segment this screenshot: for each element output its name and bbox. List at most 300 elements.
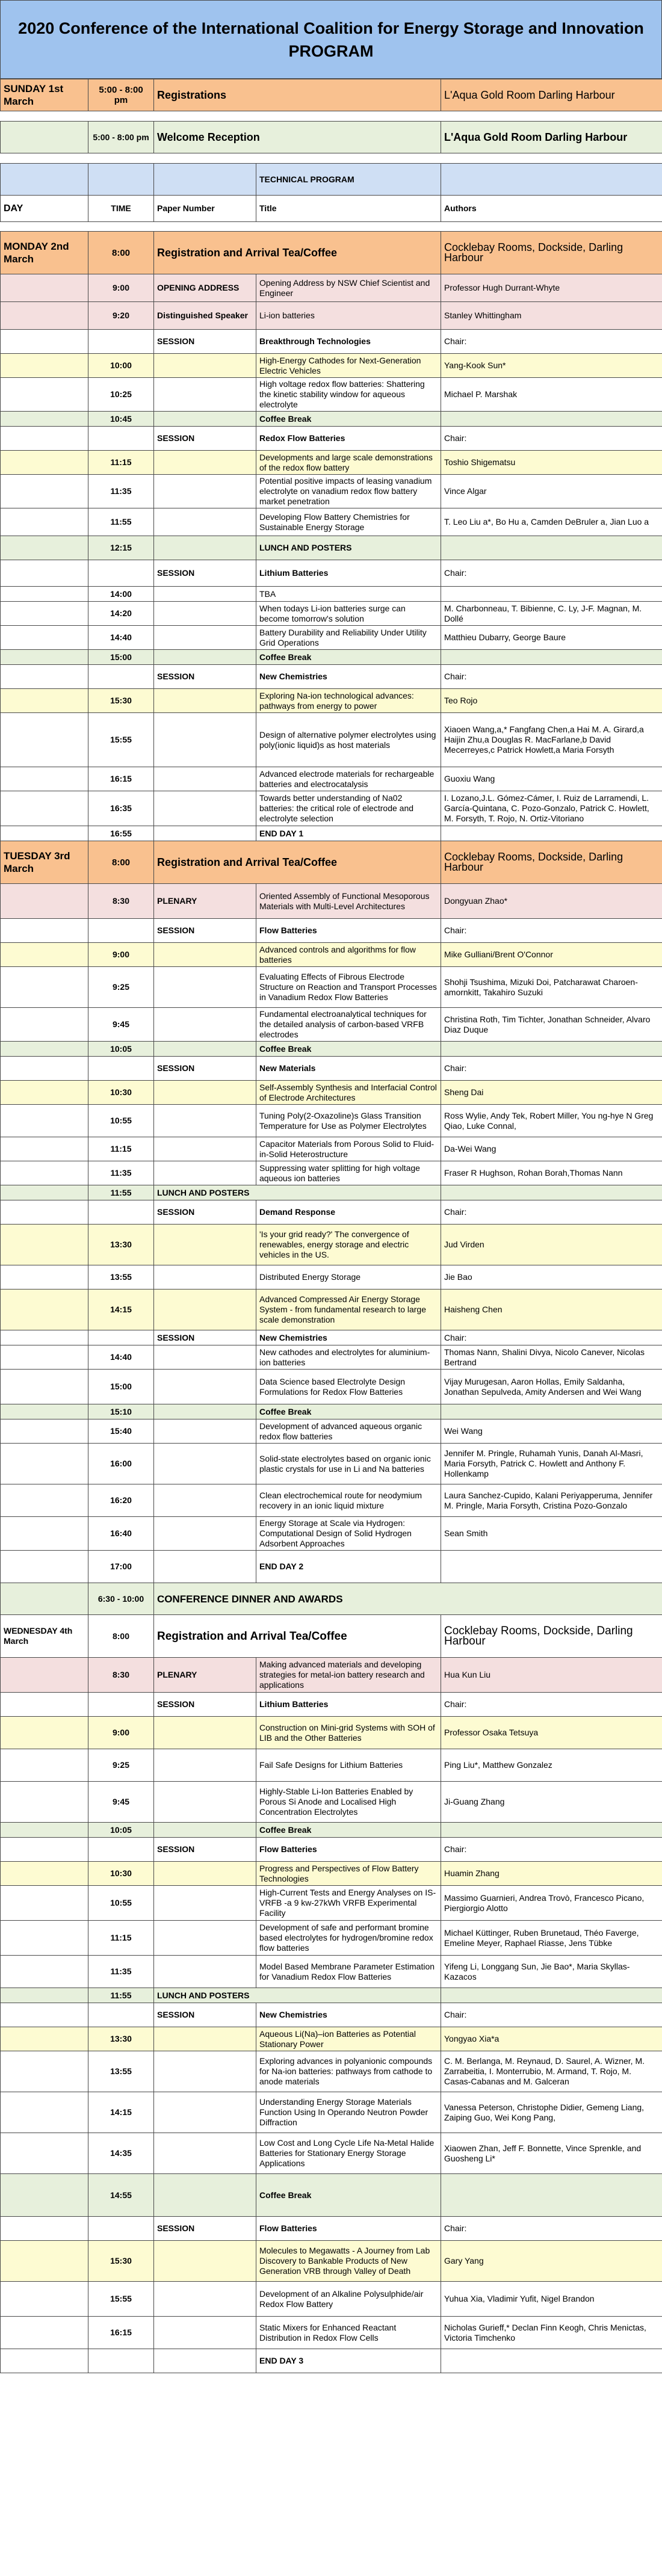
paper-number-cell [154, 1225, 256, 1265]
paper-number-cell [154, 1265, 256, 1290]
time-cell: 10:45 [88, 412, 154, 427]
authors-cell: Cocklebay Rooms, Dockside, Darling Harbour [441, 841, 662, 884]
program-row [1, 2003, 662, 2027]
title-cell: Advanced electrode materials for rechargeable batteries and electrocatalysis [256, 767, 441, 791]
title-cell: High voltage redox flow batteries: Shattering the kinetic stability window for aqueous electrolyte [256, 378, 441, 412]
program-row [1, 1484, 662, 1517]
day-cell [1, 1988, 88, 2003]
time-cell: 11:55 [88, 1988, 154, 2003]
day-cell [1, 2282, 88, 2317]
paper-number-cell [154, 2092, 256, 2133]
time-cell [88, 2217, 154, 2241]
time-cell: 11:15 [88, 1921, 154, 1956]
title-cell: Lithium Batteries [256, 560, 441, 587]
program-row [1, 884, 662, 919]
title-cell: Fail Safe Designs for Lithium Batteries [256, 1749, 441, 1782]
paper-number-cell [154, 2027, 256, 2051]
day-cell: TUESDAY 3rd March [1, 841, 88, 884]
title-cell: Data Science based Electrolyte Design Formulations for Redox Flow Batteries [256, 1370, 441, 1404]
authors-cell: Chair: [441, 665, 662, 689]
authors-cell: M. Charbonneau, T. Bibienne, C. Ly, J-F. Magnan, M. Dollé [441, 602, 662, 626]
authors-cell: Matthieu Dubarry, George Baure [441, 626, 662, 650]
time-cell: 15:40 [88, 1419, 154, 1444]
day-cell [1, 650, 88, 665]
paper-number-cell [154, 1823, 256, 1838]
paper-number-cell [154, 2282, 256, 2317]
day-cell [1, 1921, 88, 1956]
paper-number-cell [154, 1419, 256, 1444]
title-cell: Self-Assembly Synthesis and Interfacial Control of Electrode Architectures [256, 1081, 441, 1105]
program-row [1, 587, 662, 602]
time-cell: 14:35 [88, 2133, 154, 2174]
day-cell [1, 2317, 88, 2349]
day-cell [1, 1886, 88, 1921]
program-header [0, 0, 662, 79]
paper-number-cell [154, 1081, 256, 1105]
time-cell: 8:00 [88, 1615, 154, 1658]
time-cell: 9:00 [88, 274, 154, 302]
title-cell: Distributed Energy Storage [256, 1265, 441, 1290]
day-cell [1, 665, 88, 689]
title-cell: Clean electrochemical route for neodymium recovery in an ionic liquid mixture [256, 1484, 441, 1517]
program-row [1, 841, 662, 884]
program-row [1, 767, 662, 791]
authors-cell [441, 1988, 662, 2003]
authors-cell: Chair: [441, 1330, 662, 1345]
paper-number-cell: Distinguished Speaker [154, 302, 256, 330]
time-cell [88, 2349, 154, 2373]
title-cell: New Chemistries [256, 2003, 441, 2027]
paper-number-cell [154, 412, 256, 427]
time-cell: 10:30 [88, 1862, 154, 1886]
program-row [1, 1658, 662, 1693]
title-cell: Coffee Break [256, 650, 441, 665]
program-row [1, 1886, 662, 1921]
title-cell: High-Energy Cathodes for Next-Generation Electric Vehicles [256, 354, 441, 378]
time-cell: 8:00 [88, 841, 154, 884]
program-row [1, 508, 662, 536]
authors-cell: Ji-Guang Zhang [441, 1782, 662, 1823]
title-cell [256, 153, 441, 164]
paper-number-cell [154, 1517, 256, 1551]
title-cell: Fundamental electroanalytical techniques for the detailed analysis of carbon-based VRFB electrodes [256, 1008, 441, 1042]
title-cell: Coffee Break [256, 2174, 441, 2217]
time-cell [88, 1057, 154, 1081]
program-row [1, 1404, 662, 1419]
day-cell [1, 164, 88, 196]
time-cell [88, 1200, 154, 1225]
title-cell: Exploring advances in polyanionic compounds for Na-ion batteries: pathways from cathode to anode materials [256, 2051, 441, 2092]
program-row [1, 919, 662, 943]
title-cell: Energy Storage at Scale via Hydrogen: Computational Design of Solid Hydrogen Adsorbent Approaches [256, 1517, 441, 1551]
paper-number-cell: Registration and Arrival Tea/Coffee [154, 232, 441, 274]
time-cell: 8:00 [88, 232, 154, 274]
time-cell: 16:00 [88, 1444, 154, 1484]
time-cell [88, 665, 154, 689]
paper-number-cell: Registration and Arrival Tea/Coffee [154, 1615, 441, 1658]
paper-number-cell: Registrations [154, 79, 441, 111]
paper-number-cell: SESSION [154, 2217, 256, 2241]
title-cell: Model Based Membrane Parameter Estimation for Vanadium Redox Flow Batteries [256, 1956, 441, 1988]
day-cell [1, 919, 88, 943]
authors-cell [441, 2349, 662, 2373]
title-cell: Construction on Mini-grid Systems with SOH of LIB and the Other Batteries [256, 1717, 441, 1749]
authors-cell: Chair: [441, 1057, 662, 1081]
time-cell: 13:55 [88, 2051, 154, 2092]
authors-cell [441, 1404, 662, 1419]
paper-number-cell [154, 2051, 256, 2092]
authors-cell [441, 536, 662, 560]
day-cell [1, 222, 88, 232]
program-row [1, 536, 662, 560]
day-cell [1, 943, 88, 967]
authors-cell: Cocklebay Rooms, Dockside, Darling Harbour [441, 1615, 662, 1658]
title-cell: High-Current Tests and Energy Analyses on IS-VRFB -a 9 kw-27kWh VRFB Experimental Facility [256, 1886, 441, 1921]
time-cell: 13:55 [88, 1265, 154, 1290]
program-row [1, 1370, 662, 1404]
program-row [1, 2133, 662, 2174]
title-cell: Static Mixers for Enhanced Reactant Distribution in Redox Flow Cells [256, 2317, 441, 2349]
paper-number-cell [154, 1956, 256, 1988]
paper-number-cell [154, 626, 256, 650]
time-cell: 14:00 [88, 587, 154, 602]
title-cell: 'Is your grid ready?' The convergence of renewables, energy storage and electric vehicles in the US. [256, 1225, 441, 1265]
paper-number-cell [154, 1345, 256, 1370]
day-cell [1, 1081, 88, 1105]
program-row [1, 791, 662, 826]
program-row [1, 2092, 662, 2133]
paper-number-cell [154, 536, 256, 560]
authors-cell: Chair: [441, 330, 662, 354]
paper-number-cell: SESSION [154, 1200, 256, 1225]
paper-number-cell: SESSION [154, 1838, 256, 1862]
day-cell: SUNDAY 1st March [1, 79, 88, 111]
time-cell: 14:20 [88, 602, 154, 626]
program-row [1, 232, 662, 274]
paper-number-cell [154, 650, 256, 665]
day-cell [1, 1290, 88, 1330]
title-cell: Molecules to Megawatts - A Journey from Lab Discovery to Bankable Products of New Generation VRB through Valley of Death [256, 2241, 441, 2282]
program-row [1, 1345, 662, 1370]
program-row [1, 164, 662, 196]
day-cell [1, 1105, 88, 1137]
day-cell [1, 1330, 88, 1345]
time-cell: 5:00 - 8:00 pm [88, 122, 154, 153]
time-cell: 9:25 [88, 1749, 154, 1782]
day-cell [1, 122, 88, 153]
program-row [1, 274, 662, 302]
paper-number-cell [154, 378, 256, 412]
time-cell: 14:40 [88, 626, 154, 650]
time-cell: 11:15 [88, 1137, 154, 1161]
authors-cell: Guoxiu Wang [441, 767, 662, 791]
time-cell: 11:35 [88, 475, 154, 508]
day-cell [1, 274, 88, 302]
program-row [1, 689, 662, 713]
day-cell [1, 2051, 88, 2092]
paper-number-cell [154, 791, 256, 826]
program-row [1, 1921, 662, 1956]
program-row [1, 412, 662, 427]
authors-cell [441, 164, 662, 196]
program-row [1, 2027, 662, 2051]
authors-cell: Chair: [441, 2217, 662, 2241]
title-cell: Making advanced materials and developing strategies for metal-ion battery research and applications [256, 1658, 441, 1693]
program-row [1, 153, 662, 164]
day-cell [1, 1161, 88, 1185]
paper-number-cell [154, 2174, 256, 2217]
time-cell: 6:30 - 10:00 [88, 1583, 154, 1615]
paper-number-cell: SESSION [154, 919, 256, 943]
title-cell: Development of an Alkaline Polysulphide/air Redox Flow Battery [256, 2282, 441, 2317]
time-cell: 11:15 [88, 451, 154, 475]
day-cell [1, 791, 88, 826]
day-cell [1, 302, 88, 330]
day-cell [1, 1444, 88, 1484]
time-cell: 15:55 [88, 2282, 154, 2317]
time-cell: 13:30 [88, 2027, 154, 2051]
time-cell [88, 330, 154, 354]
paper-number-cell [154, 111, 256, 122]
title-cell: Low Cost and Long Cycle Life Na-Metal Halide Batteries for Stationary Energy Storage Applications [256, 2133, 441, 2174]
time-cell: 9:00 [88, 1717, 154, 1749]
title-cell: Advanced controls and algorithms for flow batteries [256, 943, 441, 967]
program-row [1, 1161, 662, 1185]
program-row [1, 1105, 662, 1137]
paper-number-cell: SESSION [154, 330, 256, 354]
authors-cell: Yifeng Li, Longgang Sun, Jie Bao*, Maria Skyllas-Kazacos [441, 1956, 662, 1988]
day-cell [1, 767, 88, 791]
paper-number-cell [154, 2133, 256, 2174]
day-cell [1, 1717, 88, 1749]
program-row [1, 1419, 662, 1444]
day-cell [1, 2241, 88, 2282]
program-row [1, 354, 662, 378]
authors-cell: Gary Yang [441, 2241, 662, 2282]
title-cell: Lithium Batteries [256, 1693, 441, 1717]
program-row [1, 2174, 662, 2217]
day-cell [1, 1693, 88, 1717]
time-cell: 12:15 [88, 536, 154, 560]
title-cell: Battery Durability and Reliability Under Utility Grid Operations [256, 626, 441, 650]
program-row [1, 1583, 662, 1615]
time-cell: TIME [88, 196, 154, 222]
day-cell [1, 330, 88, 354]
program-row [1, 1225, 662, 1265]
time-cell: 10:55 [88, 1105, 154, 1137]
program-row [1, 1782, 662, 1823]
day-cell [1, 1782, 88, 1823]
day-cell: WEDNESDAY 4th March [1, 1615, 88, 1658]
program-row [1, 1008, 662, 1042]
day-cell [1, 602, 88, 626]
day-cell [1, 475, 88, 508]
paper-number-cell [154, 153, 256, 164]
day-cell [1, 2349, 88, 2373]
authors-cell: Laura Sanchez-Cupido, Kalani Periyapperuma, Jennifer M. Pringle, Maria Forsyth, Cristina Pozo-Gonzalo [441, 1484, 662, 1517]
title-cell: Flow Batteries [256, 1838, 441, 1862]
paper-number-cell [154, 1370, 256, 1404]
program-row [1, 378, 662, 412]
program-row [1, 1057, 662, 1081]
time-cell: 9:25 [88, 967, 154, 1008]
day-cell [1, 2174, 88, 2217]
day-cell [1, 2027, 88, 2051]
authors-cell [441, 587, 662, 602]
program-row [1, 2349, 662, 2373]
program-row [1, 2217, 662, 2241]
day-cell [1, 1749, 88, 1782]
program-row [1, 1517, 662, 1551]
authors-cell: Cocklebay Rooms, Dockside, Darling Harbour [441, 232, 662, 274]
day-cell [1, 2092, 88, 2133]
authors-cell: Chair: [441, 1200, 662, 1225]
paper-number-cell [154, 767, 256, 791]
paper-number-cell [154, 967, 256, 1008]
authors-cell: Thomas Nann, Shalini Divya, Nicolo Canever, Nicolas Bertrand [441, 1345, 662, 1370]
program-row [1, 1615, 662, 1658]
program-row [1, 1265, 662, 1290]
paper-number-cell [154, 1161, 256, 1185]
title-cell: Coffee Break [256, 412, 441, 427]
day-cell [1, 587, 88, 602]
day-cell [1, 111, 88, 122]
paper-number-cell: Paper Number [154, 196, 256, 222]
program-row [1, 1081, 662, 1105]
title-cell: Coffee Break [256, 1404, 441, 1419]
authors-cell [441, 1042, 662, 1057]
program-row [1, 1693, 662, 1717]
time-cell: 14:55 [88, 2174, 154, 2217]
authors-cell [441, 222, 662, 232]
program-row [1, 111, 662, 122]
time-cell: 11:55 [88, 1185, 154, 1200]
program-row [1, 1823, 662, 1838]
day-cell [1, 1137, 88, 1161]
program-row [1, 1200, 662, 1225]
title-cell: LUNCH AND POSTERS [256, 536, 441, 560]
authors-cell: Chair: [441, 919, 662, 943]
conference-title: 2020 Conference of the International Coalition for Energy Storage and Innovation [18, 19, 644, 37]
day-cell [1, 1404, 88, 1419]
time-cell: 16:15 [88, 2317, 154, 2349]
day-cell [1, 1583, 88, 1615]
day-cell [1, 1517, 88, 1551]
program-row [1, 713, 662, 767]
program-label: PROGRAM [288, 42, 374, 60]
time-cell: 9:00 [88, 943, 154, 967]
day-cell [1, 1862, 88, 1886]
paper-number-cell [154, 1921, 256, 1956]
title-cell: END DAY 1 [256, 826, 441, 841]
title-cell: Flow Batteries [256, 2217, 441, 2241]
authors-cell: Michael P. Marshak [441, 378, 662, 412]
program-row [1, 1444, 662, 1484]
time-cell [88, 427, 154, 451]
authors-cell: Yongyao Xia*a [441, 2027, 662, 2051]
time-cell: 16:55 [88, 826, 154, 841]
authors-cell: C. M. Berlanga, M. Reynaud, D. Saurel, A. Wizner, M. Zarrabeitia, I. Monterrubio, M. Armand, T. Rojo, M. Casas-Cabanas and M. Galceran [441, 2051, 662, 2092]
time-cell [88, 222, 154, 232]
time-cell: 9:45 [88, 1782, 154, 1823]
paper-number-cell [154, 1886, 256, 1921]
authors-cell: Stanley Whittingham [441, 302, 662, 330]
title-cell: New Chemistries [256, 665, 441, 689]
authors-cell: Haisheng Chen [441, 1290, 662, 1330]
paper-number-cell: Registration and Arrival Tea/Coffee [154, 841, 441, 884]
title-cell: Development of safe and performant bromine based electrolytes for hydrogen/bromine redox flow batteries [256, 1921, 441, 1956]
title-cell: Potential positive impacts of leasing vanadium electrolyte on vanadium redox flow battery market penetration [256, 475, 441, 508]
program-row [1, 1137, 662, 1161]
day-cell [1, 1838, 88, 1862]
time-cell: 10:05 [88, 1042, 154, 1057]
time-cell [88, 164, 154, 196]
authors-cell: Chair: [441, 1693, 662, 1717]
authors-cell: Yuhua Xia, Vladimir Yufit, Nigel Brandon [441, 2282, 662, 2317]
paper-number-cell [154, 354, 256, 378]
paper-number-cell [154, 587, 256, 602]
title-cell: Capacitor Materials from Porous Solid to Fluid-in-Solid Heterostructure [256, 1137, 441, 1161]
title-cell: Redox Flow Batteries [256, 427, 441, 451]
authors-cell: Wei Wang [441, 1419, 662, 1444]
authors-cell: Huamin Zhang [441, 1862, 662, 1886]
program-row [1, 1717, 662, 1749]
title-cell: Li-ion batteries [256, 302, 441, 330]
paper-number-cell: SESSION [154, 560, 256, 587]
time-cell: 9:45 [88, 1008, 154, 1042]
paper-number-cell [154, 1137, 256, 1161]
program-row [1, 602, 662, 626]
authors-cell: Nicholas Gurieff,* Declan Finn Keogh, Chris Menictas, Victoria Timchenko [441, 2317, 662, 2349]
title-cell: Coffee Break [256, 1823, 441, 1838]
authors-cell: Sheng Dai [441, 1081, 662, 1105]
paper-number-cell [154, 1551, 256, 1583]
day-cell [1, 826, 88, 841]
program-row [1, 2282, 662, 2317]
program-row [1, 1956, 662, 1988]
time-cell [88, 1693, 154, 1717]
title-cell: Oriented Assembly of Functional Mesoporous Materials with Multi-Level Architectures [256, 884, 441, 919]
title-cell: Title [256, 196, 441, 222]
authors-cell: Jennifer M. Pringle, Ruhamah Yunis, Danah Al-Masri, Maria Forsyth, Patrick C. Howlett and Anthony F. Hollenkamp [441, 1444, 662, 1484]
time-cell [88, 560, 154, 587]
paper-number-cell [154, 943, 256, 967]
paper-number-cell [154, 1290, 256, 1330]
day-cell [1, 1823, 88, 1838]
time-cell: 17:00 [88, 1551, 154, 1583]
authors-cell: Chair: [441, 560, 662, 587]
program-row [1, 451, 662, 475]
title-cell: Exploring Na-ion technological advances: pathways from energy to power [256, 689, 441, 713]
authors-cell: Authors [441, 196, 662, 222]
day-cell [1, 2217, 88, 2241]
authors-cell [441, 412, 662, 427]
paper-number-cell: SESSION [154, 1057, 256, 1081]
title-cell: Progress and Perspectives of Flow Battery Technologies [256, 1862, 441, 1886]
authors-cell: Chair: [441, 2003, 662, 2027]
day-cell [1, 1042, 88, 1057]
paper-number-cell [154, 222, 256, 232]
paper-number-cell: Welcome Reception [154, 122, 441, 153]
paper-number-cell [154, 1444, 256, 1484]
time-cell: 13:30 [88, 1225, 154, 1265]
authors-cell: Chair: [441, 427, 662, 451]
program-row [1, 79, 662, 111]
day-cell [1, 427, 88, 451]
program-row [1, 2241, 662, 2282]
paper-number-cell [154, 826, 256, 841]
authors-cell [441, 1185, 662, 1200]
